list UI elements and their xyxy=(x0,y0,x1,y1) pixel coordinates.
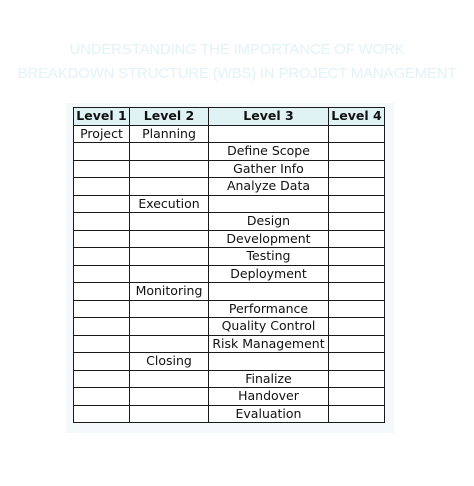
table-cell-level-3[interactable]: Development xyxy=(209,230,329,248)
table-cell-level-2[interactable] xyxy=(130,265,209,283)
table-cell-level-3[interactable]: Testing xyxy=(209,248,329,266)
table-cell-level-2[interactable]: Execution xyxy=(130,195,209,213)
table-row xyxy=(74,353,385,371)
table-row xyxy=(74,230,385,248)
table-row xyxy=(74,213,385,231)
table-cell-level-4[interactable] xyxy=(329,125,385,143)
wbs-table-body xyxy=(74,125,385,423)
table-cell-level-3[interactable]: Performance xyxy=(209,300,329,318)
table-row xyxy=(74,143,385,161)
table-row xyxy=(74,265,385,283)
table-cell-level-2[interactable] xyxy=(130,230,209,248)
table-cell-level-4[interactable] xyxy=(329,353,385,371)
table-row xyxy=(74,178,385,196)
table-cell-level-4[interactable] xyxy=(329,160,385,178)
table-cell-level-1[interactable] xyxy=(74,160,130,178)
table-cell-level-3[interactable]: Finalize xyxy=(209,370,329,388)
table-cell-level-4[interactable] xyxy=(329,265,385,283)
table-cell-level-2[interactable] xyxy=(130,318,209,336)
table-cell-level-1[interactable] xyxy=(74,370,130,388)
table-cell-level-1[interactable] xyxy=(74,213,130,231)
table-cell-level-2[interactable] xyxy=(130,248,209,266)
table-row xyxy=(74,335,385,353)
table-cell-level-2[interactable] xyxy=(130,300,209,318)
table-cell-level-4[interactable] xyxy=(329,283,385,301)
table-cell-level-4[interactable] xyxy=(329,248,385,266)
table-cell-level-1[interactable] xyxy=(74,248,130,266)
table-cell-level-3[interactable] xyxy=(209,353,329,371)
table-row xyxy=(74,160,385,178)
header-level-3[interactable]: Level 3 xyxy=(209,108,329,126)
table-cell-level-3[interactable] xyxy=(209,283,329,301)
table-cell-level-4[interactable] xyxy=(329,388,385,406)
table-cell-level-3[interactable]: Handover xyxy=(209,388,329,406)
table-cell-level-1[interactable] xyxy=(74,300,130,318)
table-row xyxy=(74,283,385,301)
table-cell-level-3[interactable]: Quality Control xyxy=(209,318,329,336)
table-cell-level-3[interactable]: Analyze Data xyxy=(209,178,329,196)
table-cell-level-4[interactable] xyxy=(329,143,385,161)
table-cell-level-4[interactable] xyxy=(329,178,385,196)
table-cell-level-4[interactable] xyxy=(329,195,385,213)
table-row xyxy=(74,388,385,406)
header-level-2[interactable]: Level 2 xyxy=(130,108,209,126)
table-cell-level-1[interactable] xyxy=(74,283,130,301)
table-cell-level-3[interactable] xyxy=(209,195,329,213)
table-cell-level-2[interactable] xyxy=(130,388,209,406)
page-title-line-1: UNDERSTANDING THE IMPORTANCE OF WORK xyxy=(69,41,405,58)
table-cell-level-1[interactable] xyxy=(74,230,130,248)
table-cell-level-4[interactable] xyxy=(329,370,385,388)
header-level-1[interactable]: Level 1 xyxy=(74,108,130,126)
table-cell-level-1[interactable] xyxy=(74,143,130,161)
table-cell-level-2[interactable] xyxy=(130,213,209,231)
wbs-table xyxy=(73,107,385,423)
header-level-4[interactable]: Level 4 xyxy=(329,108,385,126)
table-row xyxy=(74,248,385,266)
table-cell-level-1[interactable] xyxy=(74,178,130,196)
table-cell-level-1[interactable] xyxy=(74,353,130,371)
table-cell-level-3[interactable]: Risk Management xyxy=(209,335,329,353)
table-cell-level-2[interactable]: Planning xyxy=(130,125,209,143)
table-cell-level-2[interactable] xyxy=(130,160,209,178)
table-cell-level-4[interactable] xyxy=(329,318,385,336)
table-cell-level-2[interactable]: Closing xyxy=(130,353,209,371)
table-cell-level-2[interactable] xyxy=(130,370,209,388)
table-cell-level-1[interactable] xyxy=(74,265,130,283)
table-cell-level-4[interactable] xyxy=(329,300,385,318)
table-row xyxy=(74,125,385,143)
table-cell-level-2[interactable]: Monitoring xyxy=(130,283,209,301)
table-cell-level-3[interactable]: Design xyxy=(209,213,329,231)
table-cell-level-1[interactable]: Project xyxy=(74,125,130,143)
table-cell-level-4[interactable] xyxy=(329,230,385,248)
table-cell-level-3[interactable]: Evaluation xyxy=(209,405,329,423)
table-row xyxy=(74,405,385,423)
table-row xyxy=(74,195,385,213)
header-row xyxy=(74,108,385,126)
table-cell-level-2[interactable] xyxy=(130,143,209,161)
table-cell-level-3[interactable]: Gather Info xyxy=(209,160,329,178)
table-cell-level-4[interactable] xyxy=(329,213,385,231)
table-cell-level-1[interactable] xyxy=(74,335,130,353)
table-cell-level-4[interactable] xyxy=(329,405,385,423)
table-cell-level-1[interactable] xyxy=(74,318,130,336)
table-cell-level-2[interactable] xyxy=(130,405,209,423)
table-row xyxy=(74,370,385,388)
table-cell-level-2[interactable] xyxy=(130,335,209,353)
table-cell-level-1[interactable] xyxy=(74,195,130,213)
table-cell-level-3[interactable]: Define Scope xyxy=(209,143,329,161)
page-title xyxy=(0,38,474,86)
page-title-line-2: BREAKDOWN STRUCTURE (WBS) IN PROJECT MANAGEMENT xyxy=(17,65,457,82)
wbs-table-header xyxy=(74,108,385,126)
table-row xyxy=(74,300,385,318)
table-cell-level-3[interactable] xyxy=(209,125,329,143)
table-row xyxy=(74,318,385,336)
table-cell-level-4[interactable] xyxy=(329,335,385,353)
table-cell-level-1[interactable] xyxy=(74,388,130,406)
table-cell-level-2[interactable] xyxy=(130,178,209,196)
table-cell-level-1[interactable] xyxy=(74,405,130,423)
table-cell-level-3[interactable]: Deployment xyxy=(209,265,329,283)
